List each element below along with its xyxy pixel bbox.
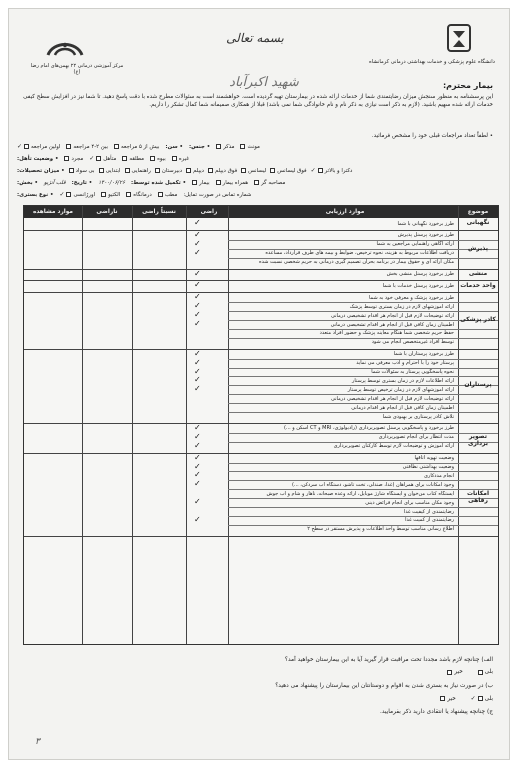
checkbox-icon[interactable] [122, 156, 127, 161]
checkbox-icon[interactable] [172, 156, 177, 161]
evaluation-table [23, 205, 499, 645]
gender-label: • جنس: [189, 143, 211, 150]
table-row-question: ارائه آگاهی راهنمایی مراجعین به شما [376, 241, 454, 248]
table-row-question: طرز برخورد پرسنل منشی بخش [386, 271, 454, 277]
ward-row [17, 178, 493, 187]
section-divider [24, 292, 498, 293]
row-divider [228, 359, 498, 360]
checkmark-icon[interactable]: ✓ [194, 218, 201, 227]
table-row-question: اطمینان زمان کافی قبل از انجام هر اقدام تشخیصی درمانی [330, 321, 454, 328]
checkbox-icon[interactable] [192, 180, 197, 185]
visits-option-2[interactable]: بین ۲-۴ مراجعه [66, 144, 108, 150]
checkbox-icon[interactable] [478, 696, 483, 701]
table-row-question: طرز برخورد پرسنل خدمات با شما [382, 282, 454, 289]
section-label: پذیرش [468, 244, 488, 252]
row-divider [228, 471, 498, 472]
checkbox-icon[interactable] [150, 156, 155, 161]
checkbox-icon[interactable] [478, 670, 483, 675]
insurance-row [17, 190, 493, 199]
checkbox-icon[interactable] [254, 180, 259, 185]
table-row-question: دریافت اطلاعات مربوط به هزینه، نحوه ترخیص، ضوابط و بیمه های طرف قرارداد، مساعده [265, 250, 454, 257]
table-row-question: اطلاع رسانی مناسب توسط واحد اطلاعات و پذیرش مستقر در سطح ۲ [307, 526, 454, 533]
table-row-question: رضایتمندی از کیفیت غذا [403, 508, 454, 515]
adm-clinic[interactable]: درمانگاه [126, 192, 151, 198]
visits-row [17, 142, 493, 151]
table-row-question: ارائه آموزش و توضیحات لازم توسط کارکنان تصویربرداری [333, 443, 454, 450]
date-label: • تاریخ: [71, 179, 93, 186]
column-divider [186, 206, 187, 644]
university-name: دانشگاه علوم پزشکی و خدمات بهداشتی درمانی کرمانشاه [369, 59, 495, 65]
checkmark-icon: ✓ [17, 143, 23, 150]
row-divider [228, 329, 498, 330]
marital-widowed[interactable]: بیوه [150, 156, 166, 162]
q2-no[interactable]: خیر [440, 696, 456, 702]
checkmark-icon[interactable]: ✓ [194, 238, 201, 248]
column-divider [132, 206, 133, 644]
checkbox-icon[interactable] [186, 168, 191, 173]
visits-instruction: • لطفاً تعداد مراجعات قبلی خود را مشخص فرمائید. [371, 133, 493, 139]
section-divider [24, 280, 498, 281]
table-row-question: ارائه آموزشهای لازم در زمان بستری توسط پزشک [349, 303, 454, 310]
table-row-question: نحوه پاسخگویی پرستار به سئوالات شما [371, 369, 454, 375]
checkbox-icon[interactable] [66, 192, 71, 197]
header-satisfied: راضی [200, 209, 218, 215]
header-fairly-satisfied: نسبتاً راضی [142, 209, 176, 215]
checkbox-icon[interactable] [216, 180, 221, 185]
checkmark-icon[interactable]: ✓ [194, 301, 201, 311]
marital-row [17, 154, 493, 163]
marital-other[interactable]: غیره [172, 156, 189, 162]
question-return-options [23, 669, 493, 675]
education-label: • میزان تحصیلات: [17, 167, 65, 174]
table-row-question: توسط افراد غیرمتخصص انجام می شود [371, 339, 454, 346]
table-row-question: وضعیت بهداشتی نظافتی [402, 464, 454, 470]
checkmark-icon: ✓ [470, 695, 476, 702]
checkmark-icon: ✓ [89, 155, 95, 162]
row-divider [228, 463, 498, 464]
table-row-question: مدت انتظار برای انجام تصویربرداری [378, 434, 454, 441]
row-divider [228, 480, 498, 481]
row-divider [228, 516, 498, 517]
table-row-question: انجام مددکاری [424, 472, 454, 479]
checkbox-icon[interactable] [126, 192, 131, 197]
table-row-question: ارائه اطلاعات لازم در زمان بستری توسط پرستار [352, 377, 454, 384]
table-row-question: تلاش کادر پرستاری بر بهبودی شما [382, 413, 454, 420]
table-row-question: ارائه آموزشهای لازم در زمان ترخیص توسط پرستار [347, 386, 454, 393]
row-divider [228, 311, 498, 312]
marital-label: • وضعیت تأهل: [17, 155, 59, 162]
table-row-question: ارائه توضیحات لازم قبل از انجام هر اقدام تشخیصی درمانی [330, 395, 454, 402]
checkmark-icon[interactable]: ✓ [194, 431, 201, 441]
marital-divorced[interactable]: مطلقه [122, 156, 144, 162]
row-divider [228, 368, 498, 369]
checkbox-icon[interactable] [64, 156, 69, 161]
gender-female[interactable]: مونث [240, 144, 259, 150]
section-label: واحد خدمات [460, 281, 496, 289]
row-divider [228, 376, 498, 377]
checkmark-icon[interactable]: ✓ [194, 292, 201, 302]
column-divider [82, 206, 83, 644]
marital-single[interactable]: مجرد [64, 156, 83, 162]
checkmark-icon[interactable]: ✓ [194, 452, 201, 462]
header-dissatisfied: ناراضی [96, 209, 118, 215]
row-divider [228, 403, 498, 404]
row-divider [228, 258, 498, 259]
section-label: نگهبانی [466, 219, 490, 227]
table-row-question: وجود مکان مناسب برای انجام فرائض دینی [365, 499, 454, 506]
checkbox-icon[interactable] [96, 156, 101, 161]
table-row-question: وضعیت تهویه اتاقها [414, 455, 454, 462]
section-label: پرستاران [464, 381, 492, 389]
checkmark-icon[interactable]: ✓ [194, 247, 201, 257]
edu-associate[interactable]: فوق دیپلم [208, 168, 237, 174]
row-divider [228, 394, 498, 395]
checkmark-icon[interactable]: ✓ [194, 440, 201, 450]
checkmark-icon[interactable]: ✓ [194, 422, 201, 432]
filled-by-label: • تکمیل شده توسط: [131, 179, 187, 186]
checkbox-icon[interactable] [216, 144, 221, 149]
q1-yes[interactable]: بلی [478, 669, 493, 675]
adm-emergency[interactable]: اورژانسی ✓ [59, 191, 96, 198]
checkmark-icon[interactable]: ✓ [194, 348, 201, 358]
table-row-question: رضایتمندی از کمیت غذا [405, 517, 454, 524]
checkbox-icon[interactable] [240, 144, 245, 149]
checkbox-icon[interactable] [440, 696, 445, 701]
admission-type-label: • نوع بستری: [17, 191, 54, 198]
checkbox-icon[interactable] [66, 144, 71, 149]
hospital-logo-icon [45, 37, 85, 59]
university-logo-icon [445, 23, 473, 55]
checkbox-icon[interactable] [208, 168, 213, 173]
checkmark-icon[interactable]: ✓ [194, 310, 201, 320]
edu-bachelor[interactable]: لیسانس [241, 168, 266, 174]
row-divider [228, 412, 498, 413]
section-label: منشی [468, 269, 488, 277]
checkmark-icon[interactable]: ✓ [194, 497, 201, 507]
checkmark-icon[interactable]: ✓ [194, 366, 201, 376]
q2-yes[interactable]: بلی ✓ [470, 695, 493, 702]
checkmark-icon: ✓ [310, 167, 316, 174]
checkmark-icon[interactable]: ✓ [194, 461, 201, 471]
checkbox-icon[interactable] [447, 670, 452, 675]
checkmark-icon[interactable]: ✓ [194, 375, 201, 385]
table-row-question: طرز برخورد نگهبانی با شما [397, 220, 454, 227]
adm-office[interactable]: مطب [158, 192, 178, 198]
marital-married[interactable]: متأهل ✓ [89, 155, 117, 162]
gender-male[interactable]: مذکر [216, 144, 234, 150]
survey-page [8, 8, 510, 760]
row-divider [228, 240, 498, 241]
question-return: الف) چنانچه لازم باشد مجددا تحت مراقبت قرار گیرید آیا به این بیمارستان خواهید آمد؟ [284, 657, 493, 663]
checkbox-icon[interactable] [24, 144, 29, 149]
section-label: کادر پزشکی [460, 316, 496, 323]
column-divider [228, 206, 229, 644]
edu-guidance[interactable]: راهنمایی [125, 168, 151, 174]
table-row-question: پرستار خود را با احترام و ادب معرفی می نماید [356, 360, 454, 367]
ward-label: • بخش: [17, 179, 39, 186]
header-observed: موارد مشاهده [33, 209, 73, 215]
table-row-question: حفظ حریم شخصی شما هنگام معاینه پزشک و حضور افراد متعدد [319, 330, 454, 337]
row-divider [228, 302, 498, 303]
checkmark-icon[interactable]: ✓ [194, 479, 201, 489]
section-divider [24, 269, 498, 270]
checkbox-icon[interactable] [69, 168, 74, 173]
checkmark-icon[interactable]: ✓ [194, 319, 201, 328]
ward-value[interactable]: قلب آنژیو [44, 179, 66, 186]
edu-diploma[interactable]: دیپلم [186, 168, 204, 174]
header-topic: موضوع [467, 209, 489, 215]
checkbox-icon[interactable] [114, 144, 119, 149]
checkmark-icon[interactable]: ✓ [194, 384, 201, 394]
header-items: موارد ارزیابی [325, 209, 365, 215]
question-suggestions: ج) چنانچه پیشنهاد یا انتقادی دارید ذکر بفرمایید. [380, 709, 493, 715]
checkbox-icon[interactable] [155, 168, 160, 173]
checkbox-icon[interactable] [158, 192, 163, 197]
age-label: • سن: [165, 143, 184, 150]
greeting: بیمار محترم: [442, 81, 493, 90]
checkbox-icon[interactable] [241, 168, 246, 173]
visits-option-3[interactable]: بیش از ۵ مراجعه [114, 144, 159, 150]
filled-by-interviewer[interactable]: مصاحبه گر [254, 180, 285, 186]
checkmark-icon[interactable]: ✓ [194, 470, 201, 480]
table-row-question: طرز برخورد پرستاران با شما [393, 351, 454, 358]
edu-master[interactable]: فوق لیسانس [270, 168, 306, 174]
section-divider [24, 453, 498, 454]
table-row-question: ارائه توضیحات لازم قبل از انجام هر اقدام تشخیصی درمانی [330, 312, 454, 319]
table-row-question: طرز برخورد پرسنل پذیرش [397, 232, 454, 239]
checkmark-icon[interactable]: ✓ [194, 280, 201, 290]
checkmark-icon[interactable]: ✓ [194, 514, 201, 524]
section-divider [24, 423, 498, 424]
table-row-question: طرز برخورد پزشک و معرفی خود به شما [369, 294, 454, 301]
table-header [24, 206, 498, 218]
edu-illiterate[interactable]: بی سواد [69, 168, 95, 174]
edu-highschool[interactable]: دبیرستان [155, 168, 182, 174]
edu-primary[interactable]: ابتدایی [99, 168, 121, 174]
section-label: تصویر برداری [467, 433, 489, 448]
adm-elective[interactable]: الکتیو [101, 192, 120, 198]
bism-heading: بسمه تعالی [226, 31, 284, 45]
section-divider [24, 230, 498, 231]
table-row-question: اطمینان زمان کافی قبل از انجام هر اقدام درمانی [351, 404, 454, 411]
contact-label: شماره تماس در صورت تمایل: [183, 191, 252, 198]
table-row-question: مکان ارائه ای و حقوق بیمار در برنامه بحران تصمیم گیری درمانی به حریم شخصی نسبت شده [258, 259, 454, 266]
section-divider [24, 536, 498, 537]
checkmark-icon[interactable]: ✓ [194, 357, 201, 367]
filled-by-companion[interactable]: همراه بیمار [216, 180, 248, 186]
visits-first-option[interactable]: اولین مراجعه ✓ [17, 143, 61, 150]
checkmark-icon[interactable]: ✓ [194, 229, 201, 239]
checkmark-icon[interactable]: ✓ [194, 268, 201, 278]
row-divider [228, 338, 498, 339]
q1-no[interactable]: خیر [447, 669, 463, 675]
date-value[interactable]: ۱۴۰۰/۰۶/۲۶ [98, 179, 125, 186]
checkbox-icon[interactable] [99, 168, 104, 173]
edu-doctorate[interactable]: دکترا و بالاتر ✓ [310, 167, 353, 174]
hospital-name-handwritten: شهید اکبرآباد [229, 75, 299, 90]
checkbox-icon[interactable] [270, 168, 275, 173]
table-row-question: وجود امکانات برای همراهان (غذا، صندلی، تخت تاشو، دستگاه آب سردکن، ...) [291, 481, 454, 488]
education-row [17, 166, 493, 175]
row-divider [228, 507, 498, 508]
question-recommend: ب) در صورت نیاز به بستری شدن به اقوام و دوستانتان این بیمارستان را پیشنهاد می دهید؟ [275, 683, 493, 689]
question-recommend-options [23, 695, 493, 702]
intro-paragraph: این پرسشنامه به منظور سنجش میزان رضایتمندی شما از خدمات ارائه شده در بیمارستان تهیه گردیده است. خواهشمند است به سئوالات مطرح شده با دقت پاسخ دهید. تا شما نیز در افزایش سطح کیفی خدمات ارائه شده سهیم باشید. (لازم به ذکر است نیازی به ذکر نام و نام خانوادگی شما نمی باشد) قبلا از همکاری صمیمانه شما کمال تشکر را داریم. [23, 94, 493, 108]
page-number: ۳ [35, 737, 40, 747]
table-row-question: ایستگاه کتاب من‌خوان و ایستگاه شارژ موبایل، ارائه وعده صبحانه، ناهار و شام و آب جوش [266, 490, 454, 497]
checkbox-icon[interactable] [318, 168, 323, 173]
checkbox-icon[interactable] [125, 168, 130, 173]
hospital-caption: مرکز آموزشی درمانی ۲۲ بهمن‌های امام رضا (ع) [30, 63, 124, 75]
filled-by-patient[interactable]: بیمار [192, 180, 210, 186]
checkbox-icon[interactable] [101, 192, 106, 197]
row-divider [228, 525, 498, 526]
table-row-question: طرز برخورد و پاسخگویی پرسنل تصویربرداری (رادیولوژی، MRI و CT اسکن و ...) [283, 425, 454, 432]
checkmark-icon: ✓ [59, 191, 65, 198]
section-divider [24, 349, 498, 350]
section-label: امکانات رفاهی [466, 489, 490, 504]
